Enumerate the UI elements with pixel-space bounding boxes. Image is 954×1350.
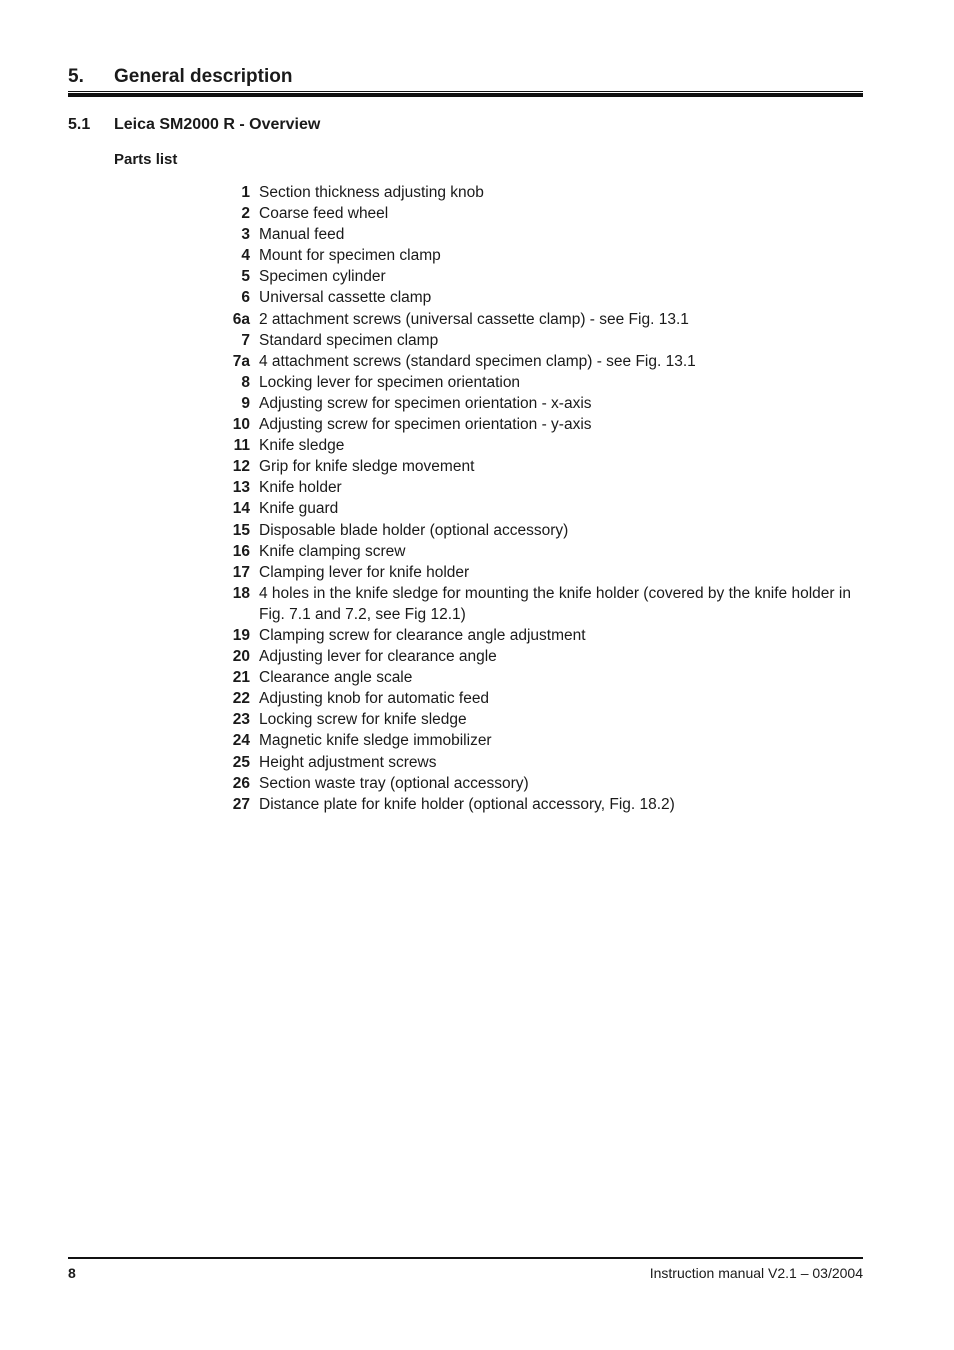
- list-item: [210, 393, 860, 414]
- part-description: Manual feed: [259, 226, 345, 244]
- list-item: [210, 520, 860, 541]
- part-number: 15: [232, 521, 250, 539]
- list-item: [210, 541, 860, 562]
- part-description: Disposable blade holder (optional accessory): [259, 521, 569, 539]
- list-item: [210, 667, 860, 688]
- part-number: 13: [232, 479, 250, 497]
- list-item: [210, 498, 860, 519]
- part-description: Locking lever for specimen orientation: [259, 373, 521, 391]
- list-item: [210, 309, 860, 330]
- list-item: [210, 330, 860, 351]
- part-number: 4: [241, 247, 250, 265]
- part-description: Adjusting knob for automatic feed: [259, 690, 490, 708]
- part-number: 2: [241, 205, 250, 223]
- part-number: 12: [232, 458, 250, 476]
- part-description: Distance plate for knife holder (optional accessory, Fig. 18.2): [259, 795, 675, 813]
- list-item: [210, 351, 860, 372]
- page-number: 8: [68, 1265, 76, 1281]
- header-rule-thick: [68, 93, 863, 97]
- part-number: 21: [232, 669, 250, 687]
- list-item: [210, 752, 860, 773]
- chapter-heading: [68, 64, 863, 90]
- chapter-number: 5.: [68, 66, 84, 87]
- part-description: Magnetic knife sledge immobilizer: [259, 732, 492, 750]
- list-item: [210, 372, 860, 393]
- list-item: [210, 414, 860, 435]
- list-item: [210, 773, 860, 794]
- part-number: 8: [241, 373, 250, 391]
- list-item: [210, 245, 860, 266]
- part-description: Knife sledge: [259, 437, 345, 455]
- part-description: Coarse feed wheel: [259, 205, 389, 223]
- part-number: 1: [241, 184, 250, 201]
- part-description: Knife holder: [259, 479, 342, 497]
- list-item: [210, 266, 860, 287]
- part-number: 23: [232, 711, 250, 729]
- part-description: Universal cassette clamp: [259, 289, 432, 307]
- part-description: Standard specimen clamp: [259, 331, 439, 349]
- part-description: Adjusting screw for specimen orientation - y-axis: [259, 416, 592, 434]
- part-description: 4 holes in the knife sledge for mounting the knife holder (covered by the knife holder in Fig. 7.1 and 7.2, see Fig 12.1): [259, 584, 851, 623]
- part-description: Adjusting screw for specimen orientation - x-axis: [259, 394, 592, 412]
- part-number: 27: [232, 795, 250, 813]
- part-number: 6a: [232, 310, 250, 328]
- part-number: 17: [232, 563, 250, 581]
- part-description: Clearance angle scale: [259, 669, 413, 687]
- part-description: Section waste tray (optional accessory): [259, 774, 529, 792]
- part-number: 20: [232, 648, 250, 666]
- list-item: [210, 456, 860, 477]
- list-item: [210, 477, 860, 498]
- part-number: 26: [232, 774, 250, 792]
- part-description: Section thickness adjusting knob: [259, 184, 484, 201]
- part-description: Adjusting lever for clearance angle: [259, 648, 497, 666]
- list-item: [210, 794, 860, 815]
- part-number: 24: [232, 732, 250, 750]
- parts-list: [210, 182, 860, 815]
- part-description: Specimen cylinder: [259, 268, 386, 286]
- list-item: [210, 688, 860, 709]
- section-title: Leica SM2000 R - Overview: [114, 116, 321, 133]
- footer-rule: [68, 1257, 863, 1259]
- part-description: Mount for specimen clamp: [259, 247, 441, 265]
- part-description: Grip for knife sledge movement: [259, 458, 475, 476]
- part-number: 22: [232, 690, 250, 708]
- list-item: [210, 435, 860, 456]
- part-description: Clamping lever for knife holder: [259, 563, 470, 581]
- part-number: 10: [232, 416, 250, 434]
- part-description: 4 attachment screws (standard specimen clamp) - see Fig. 13.1: [259, 352, 696, 370]
- list-item: [210, 583, 860, 625]
- part-number: 11: [233, 437, 250, 455]
- list-item: [210, 182, 860, 203]
- part-description: Locking screw for knife sledge: [259, 711, 467, 729]
- section-heading: [68, 116, 863, 138]
- part-description: Clamping screw for clearance angle adjustment: [259, 626, 586, 644]
- part-number: 9: [241, 394, 250, 412]
- list-item: [210, 709, 860, 730]
- list-item: [210, 646, 860, 667]
- part-number: 6: [241, 289, 250, 307]
- part-number: 19: [232, 626, 250, 644]
- part-number: 7a: [232, 352, 250, 370]
- header-rule-thin: [68, 91, 863, 92]
- part-number: 18: [232, 584, 250, 602]
- parts-list-heading: Parts list: [114, 151, 178, 168]
- list-item: [210, 562, 860, 583]
- list-item: [210, 224, 860, 245]
- part-number: 16: [232, 542, 250, 560]
- part-description: 2 attachment screws (universal cassette clamp) - see Fig. 13.1: [259, 310, 689, 328]
- part-number: 25: [232, 753, 250, 771]
- part-description: Knife clamping screw: [259, 542, 406, 560]
- part-number: 5: [241, 268, 250, 286]
- list-item: [210, 730, 860, 751]
- part-number: 14: [232, 500, 250, 518]
- part-number: 7: [241, 331, 250, 349]
- chapter-title: General description: [114, 66, 293, 87]
- list-item: [210, 625, 860, 646]
- list-item: [210, 203, 860, 224]
- list-item: [210, 287, 860, 308]
- section-number: 5.1: [68, 116, 91, 133]
- part-number: 3: [241, 226, 250, 244]
- part-description: Height adjustment screws: [259, 753, 437, 771]
- manual-version: Instruction manual V2.1 – 03/2004: [649, 1265, 863, 1281]
- part-description: Knife guard: [259, 500, 339, 518]
